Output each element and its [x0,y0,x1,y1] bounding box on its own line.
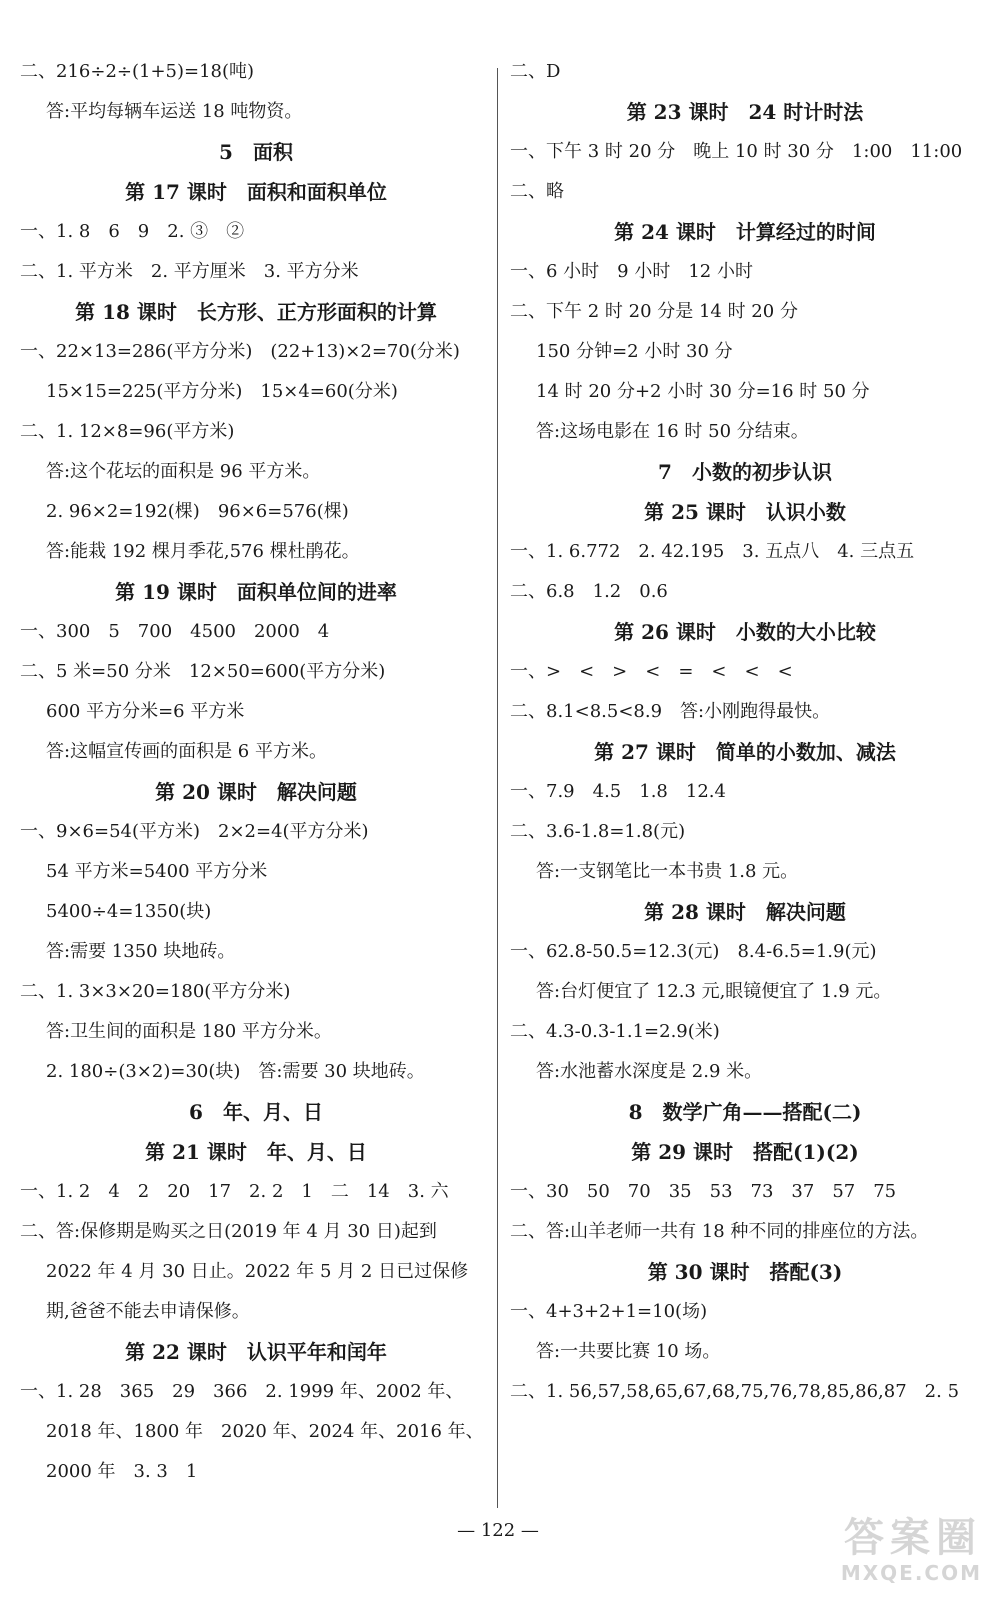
answer-line: 答:这幅宣传画的面积是 6 平方米。 [46,741,327,762]
section-heading: 第 24 课时 计算经过的时间 [614,220,876,244]
answer-line: 2000 年 3. 3 1 [46,1461,198,1482]
section-heading: 第 25 课时 认识小数 [644,500,846,524]
answer-line: 二、5 米=50 分米 12×50=600(平方分米) [20,661,386,682]
section-heading: 第 22 课时 认识平年和闰年 [125,1340,387,1364]
answer-line: 二、216÷2÷(1+5)=18(吨) [20,61,255,82]
answer-line: 600 平方分米=6 平方米 [46,701,245,722]
answer-line: 150 分钟=2 小时 30 分 [536,341,733,362]
section-heading: 6 年、月、日 [189,1100,323,1124]
answer-line: 答:这个花坛的面积是 96 平方米。 [46,461,321,482]
answer-line: 一、6 小时 9 小时 12 小时 [510,261,753,282]
answer-line: 一、> < > < = < < < [510,661,793,682]
answer-line: 答:一支钢笔比一本书贵 1.8 元。 [536,861,799,882]
answer-line: 5400÷4=1350(块) [46,901,212,922]
answer-line: 一、22×13=286(平方分米) (22+13)×2=70(分米) [20,341,460,362]
answer-line: 答:这场电影在 16 时 50 分结束。 [536,421,809,442]
answer-line: 二、D [510,61,561,82]
section-heading: 8 数学广角——搭配(二) [628,1100,862,1124]
answer-line: 二、答:山羊老师一共有 18 种不同的排座位的方法。 [510,1221,929,1242]
section-heading: 第 27 课时 简单的小数加、减法 [594,740,896,764]
answer-line: 2. 180÷(3×2)=30(块) 答:需要 30 块地砖。 [46,1061,425,1082]
answer-line: 二、1. 12×8=96(平方米) [20,421,235,442]
answer-line: 一、300 5 700 4500 2000 4 [20,621,330,642]
answer-line: 答:需要 1350 块地砖。 [46,941,236,962]
section-heading: 5 面积 [219,140,293,164]
section-heading: 第 26 课时 小数的大小比较 [614,620,876,644]
answer-line: 15×15=225(平方分米) 15×4=60(分米) [46,381,398,402]
answer-line: 答:平均每辆车运送 18 吨物资。 [46,101,303,122]
answer-line: 答:水池蓄水深度是 2.9 米。 [536,1061,763,1082]
answer-line: 一、1. 28 365 29 366 2. 1999 年、2002 年、 [20,1381,464,1402]
answer-line: 二、3.6-1.8=1.8(元) [510,821,686,842]
section-heading: 第 30 课时 搭配(3) [647,1260,843,1284]
answer-line: 答:一共要比赛 10 场。 [536,1341,721,1362]
answer-line: 54 平方米=5400 平方分米 [46,861,268,882]
left-column [20,52,492,1492]
answer-line: 一、7.9 4.5 1.8 12.4 [510,781,726,802]
answer-line: 一、62.8-50.5=12.3(元) 8.4-6.5=1.9(元) [510,941,877,962]
answer-line: 答:卫生间的面积是 180 平方分米。 [46,1021,332,1042]
answer-line: 一、4+3+2+1=10(场) [510,1301,708,1322]
watermark-top-text: 答案圈 [844,1515,982,1561]
answer-line: 期,爸爸不能去申请保修。 [46,1301,250,1322]
answer-line: 答:能栽 192 棵月季花,576 棵杜鹃花。 [46,541,360,562]
section-heading: 第 18 课时 长方形、正方形面积的计算 [75,300,437,324]
section-heading: 第 29 课时 搭配(1)(2) [631,1140,859,1164]
answer-line: 答:台灯便宜了 12.3 元,眼镜便宜了 1.9 元。 [536,981,892,1002]
right-column [510,52,980,1412]
watermark-logo [812,1514,982,1586]
section-heading: 第 23 课时 24 时计时法 [626,100,864,124]
answer-line: 2018 年、1800 年 2020 年、2024 年、2016 年、 [46,1421,484,1442]
section-heading: 第 21 课时 年、月、日 [145,1140,367,1164]
page-number: — 122 — [457,1520,539,1541]
watermark-bottom-text: MXQE.COM [840,1561,982,1585]
answer-line: 一、9×6=54(平方米) 2×2=4(平方分米) [20,821,369,842]
answer-line: 二、下午 2 时 20 分是 14 时 20 分 [510,301,798,322]
answer-line: 2. 96×2=192(棵) 96×6=576(棵) [46,501,349,522]
answer-line: 二、4.3-0.3-1.1=2.9(米) [510,1021,720,1042]
section-heading: 第 20 课时 解决问题 [155,780,357,804]
section-heading: 第 19 课时 面积单位间的进率 [115,580,397,604]
column-divider [497,68,498,1508]
section-heading: 7 小数的初步认识 [658,460,832,484]
answer-line: 一、30 50 70 35 53 73 37 57 75 [510,1181,897,1202]
answer-line: 二、略 [510,181,564,202]
answer-line: 一、下午 3 时 20 分 晚上 10 时 30 分 1:00 11:00 [510,141,963,162]
section-heading: 第 28 课时 解决问题 [644,900,846,924]
section-heading: 第 17 课时 面积和面积单位 [125,180,387,204]
answer-line: 14 时 20 分+2 小时 30 分=16 时 50 分 [536,381,870,402]
answer-line: 二、1. 3×3×20=180(平方分米) [20,981,291,1002]
answer-line: 二、1. 56,57,58,65,67,68,75,76,78,85,86,87 2. 5 [510,1381,960,1402]
answer-line: 2022 年 4 月 30 日止。2022 年 5 月 2 日已过保修 [46,1261,469,1282]
answer-line: 二、6.8 1.2 0.6 [510,581,668,602]
answer-line: 二、1. 平方米 2. 平方厘米 3. 平方分米 [20,261,359,282]
answer-line: 一、1. 6.772 2. 42.195 3. 五点八 4. 三点五 [510,541,915,562]
answer-line: 二、答:保修期是购买之日(2019 年 4 月 30 日)起到 [20,1221,437,1242]
answer-line: 二、8.1<8.5<8.9 答:小刚跑得最快。 [510,701,831,722]
answer-line: 一、1. 2 4 2 20 17 2. 2 1 二 14 3. 六 [20,1181,449,1202]
answer-line: 一、1. 8 6 9 2. ③ ② [20,221,245,242]
